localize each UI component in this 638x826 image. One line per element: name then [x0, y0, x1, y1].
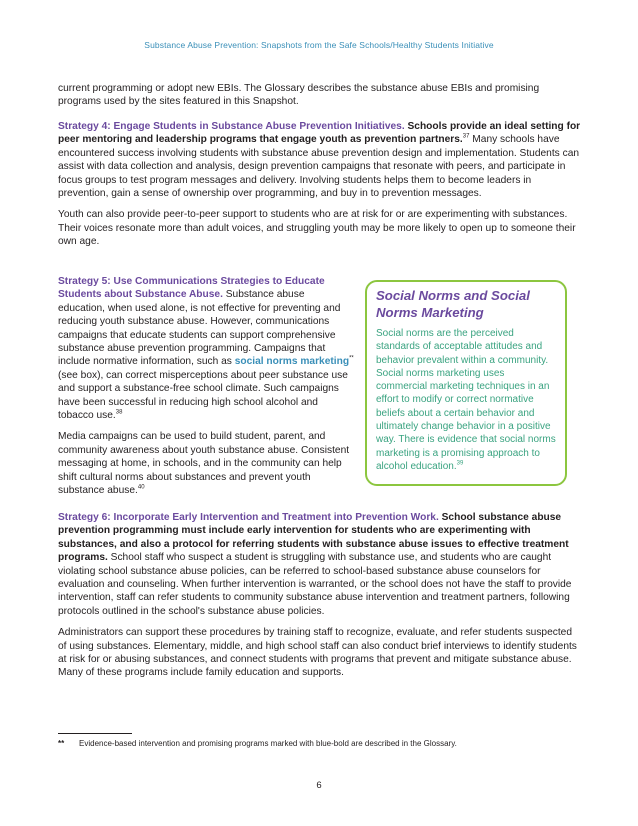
page-number: 6 — [316, 780, 322, 791]
strategy-4-section — [58, 120, 582, 249]
footnote-mark: ** — [58, 739, 65, 748]
strategy-4-body: Many schools have encountered success involving students with substance abuse prevention design and implementation. Students can assist with data collection and analysis, design prevention campaigns that resonate with peers, and participate in focus groups to test program messages and delivery. Involving students helps them to become leaders in prevention, gain a sense of ownership over programming, and buy in to prevention messages. — [58, 134, 580, 200]
strategy-4-paragraph-2: Youth can also provide peer-to-peer support to students who are at risk for or are experimenting with substances. Their voices resonate more than adult voices, and struggling youth may be more likely to open up to someone their own age. — [58, 209, 576, 248]
footnote-ref: 38 — [115, 409, 123, 416]
strategy-6-lead: School substance abuse prevention programming must include early intervention for students who are experimenting with substances, and also a protocol for referring students with substance abuse issues to effective treatment programs. — [58, 512, 569, 564]
strategy-5-text-a: Substance abuse education, when used alone, is not effective for preventing and reducing youth substance abuse. However, communications campaigns that educate students can support comprehensive substance abuse prevention programming. Campaigns that include normative information, such as — [58, 289, 341, 368]
intro-text: current programming or adopt new EBIs. The Glossary describes the substance abuse EBIs and promising programs used by the sites featured in this Snapshot. — [58, 83, 540, 108]
footnote-ref: 40 — [137, 484, 145, 491]
footnote-rule — [58, 733, 132, 734]
strategy-4-heading: Strategy 4: Engage Students in Substance Abuse Prevention Initiatives. — [58, 121, 405, 132]
sidebar-box-text: Social norms are the perceived standards of acceptable attitudes and behavior prevalent within a community. Social norms marketing uses commercial marketing techniques in an effort to modify or correct normative beliefs about a certain behavior and ultimately change behavior in a positive way. There is evidence that social norms marketing is a promising approach to alcohol education. — [376, 328, 556, 472]
strategy-5-paragraph-2: Media campaigns can be used to build student, parent, and community awareness about youth substance abuse. Consistent messaging at home, in schools, and in the community can help shift cultural norms about substances and prevent youth substance abuse. — [58, 431, 350, 497]
strategy-6-heading: Strategy 6: Incorporate Early Intervention and Treatment into Prevention Work. — [58, 512, 439, 523]
running-header: Substance Abuse Prevention: Snapshots from the Safe Schools/Healthy Students Initiative — [144, 40, 494, 50]
strategy-5-text-b: (see box), can correct misperceptions about peer substance use and support a substance-free school climate. Such campaigns have been successful in reducing high school alcohol and tobacco use. — [58, 369, 348, 422]
strategy-4-lead: Schools provide an ideal setting for peer mentoring and leadership programs that engage youth as prevention partners. — [58, 121, 581, 146]
strategy-6-body: School staff who suspect a student is struggling with substance use, and students who are caught violating school substance abuse policies, can be referred to school-based substance abuse counselors for evaluation and counseling. When further intervention is warranted, or the school does not have the staff to provide intervention, staff can refer students to community substance abuse intervention and treatment partners, following protocols outlined in the school's substance abuse policies. — [58, 552, 572, 617]
strategy-6-paragraph-2: Administrators can support these procedures by training staff to recognize, evaluate, and refer students suspected of using substances. Elementary, middle, and high school staff can also conduct brief interviews to identify students at risk for or abusing substances, and connect students with programs that prevent and mitigate substance abuse. Many of these programs include family education and supports. — [58, 627, 577, 679]
footnote-text: Evidence-based intervention and promising programs marked with blue-bold are described in the Glossary. — [79, 739, 457, 748]
social-norms-marketing-link[interactable]: social norms marketing — [234, 356, 350, 368]
footnote-ref: 37 — [462, 134, 470, 141]
sidebar-box-title: Social Norms and Social Norms Marketing — [376, 288, 530, 320]
intro-paragraph — [58, 82, 582, 109]
strategy-6-section — [58, 511, 582, 680]
strategy-5-section — [58, 275, 354, 498]
strategy-5-heading: Strategy 5: Use Communications Strategies to Educate Students about Substance Abuse. — [58, 276, 325, 301]
footnote-ref: 39 — [456, 460, 464, 467]
social-norms-sidebar-box — [365, 280, 567, 486]
footnote — [58, 739, 457, 748]
glossary-marker: ** — [349, 356, 354, 363]
